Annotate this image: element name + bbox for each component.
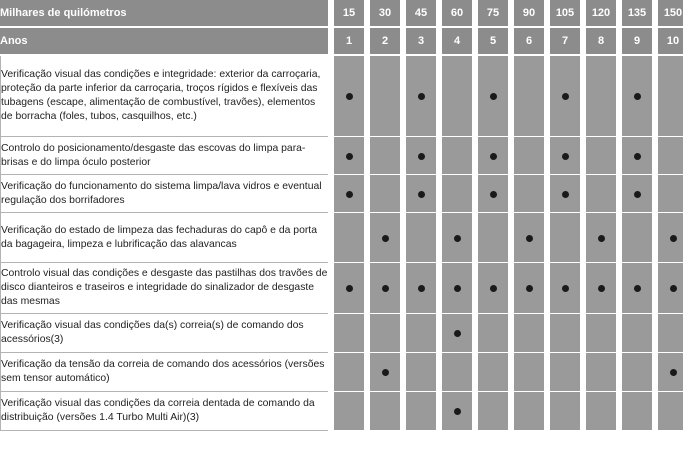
interval-cell bbox=[514, 392, 544, 431]
scheduled-dot-icon bbox=[382, 235, 389, 242]
interval-cell bbox=[370, 213, 400, 263]
interval-cell bbox=[622, 392, 652, 431]
interval-cell bbox=[622, 213, 652, 263]
scheduled-dot-icon bbox=[634, 191, 641, 198]
scheduled-dot-icon bbox=[670, 369, 677, 376]
interval-cell bbox=[514, 56, 544, 137]
kilometers-header-cell-8: 135 bbox=[622, 0, 652, 28]
operation-description: Verificação do funcionamento do sistema limpa/lava vidros e eventual regulação dos borrifadores bbox=[0, 175, 328, 213]
header-row-years bbox=[0, 28, 683, 56]
interval-cell bbox=[370, 314, 400, 353]
interval-cell bbox=[658, 392, 683, 431]
interval-cell bbox=[370, 263, 400, 314]
scheduled-dot-icon bbox=[490, 153, 497, 160]
interval-cell bbox=[478, 213, 508, 263]
years-header-cell-8: 9 bbox=[622, 28, 652, 56]
interval-cell bbox=[658, 56, 683, 137]
scheduled-dot-icon bbox=[598, 285, 605, 292]
interval-cell bbox=[442, 314, 472, 353]
scheduled-dot-icon bbox=[454, 235, 461, 242]
scheduled-dot-icon bbox=[490, 285, 497, 292]
interval-cell bbox=[406, 213, 436, 263]
scheduled-dot-icon bbox=[454, 408, 461, 415]
scheduled-dot-icon bbox=[634, 153, 641, 160]
scheduled-dot-icon bbox=[562, 191, 569, 198]
kilometers-header-label: Milhares de quilómetros bbox=[0, 0, 328, 28]
scheduled-dot-icon bbox=[382, 285, 389, 292]
interval-cell bbox=[550, 353, 580, 392]
scheduled-dot-icon bbox=[346, 191, 353, 198]
interval-cell bbox=[658, 314, 683, 353]
scheduled-dot-icon bbox=[454, 330, 461, 337]
interval-cell bbox=[514, 137, 544, 175]
scheduled-dot-icon bbox=[634, 285, 641, 292]
interval-cell bbox=[406, 353, 436, 392]
operation-description: Verificação visual das condições da(s) correia(s) de comando dos acessórios(3) bbox=[0, 314, 328, 353]
scheduled-dot-icon bbox=[418, 191, 425, 198]
interval-cell bbox=[370, 175, 400, 213]
kilometers-header-cell-7: 120 bbox=[586, 0, 616, 28]
years-header-cell-2: 3 bbox=[406, 28, 436, 56]
interval-cell bbox=[370, 392, 400, 431]
interval-cell bbox=[586, 353, 616, 392]
kilometers-header-cell-1: 30 bbox=[370, 0, 400, 28]
operation-description: Verificação do estado de limpeza das fechaduras do capô e da porta da bagageira, limpeza e lubrificação das alavancas bbox=[0, 213, 328, 263]
scheduled-dot-icon bbox=[562, 153, 569, 160]
interval-cell bbox=[658, 213, 683, 263]
interval-cell bbox=[334, 353, 364, 392]
interval-cell bbox=[514, 263, 544, 314]
kilometers-header-cell-4: 75 bbox=[478, 0, 508, 28]
table-row bbox=[0, 56, 683, 137]
kilometers-header-cell-9: 150 bbox=[658, 0, 683, 28]
interval-cell bbox=[586, 137, 616, 175]
scheduled-dot-icon bbox=[598, 235, 605, 242]
table-row bbox=[0, 314, 683, 353]
scheduled-dot-icon bbox=[562, 93, 569, 100]
table-row bbox=[0, 353, 683, 392]
table-row bbox=[0, 392, 683, 431]
years-header-label: Anos bbox=[0, 28, 328, 56]
interval-cell bbox=[586, 213, 616, 263]
scheduled-dot-icon bbox=[670, 235, 677, 242]
interval-cell bbox=[478, 56, 508, 137]
years-header-cell-0: 1 bbox=[334, 28, 364, 56]
interval-cell bbox=[622, 263, 652, 314]
scheduled-dot-icon bbox=[526, 285, 533, 292]
operation-description: Verificação da tensão da correia de comando dos acessórios (versões sem tensor automático) bbox=[0, 353, 328, 392]
table-row bbox=[0, 213, 683, 263]
kilometers-header-cell-3: 60 bbox=[442, 0, 472, 28]
kilometers-header-cell-2: 45 bbox=[406, 0, 436, 28]
interval-cell bbox=[586, 263, 616, 314]
operation-description: Controlo do posicionamento/desgaste das escovas do limpa para-brisas e do limpa óculo posterior bbox=[0, 137, 328, 175]
interval-cell bbox=[586, 175, 616, 213]
interval-cell bbox=[550, 314, 580, 353]
interval-cell bbox=[406, 392, 436, 431]
interval-cell bbox=[442, 175, 472, 213]
interval-cell bbox=[550, 213, 580, 263]
years-header-cell-1: 2 bbox=[370, 28, 400, 56]
interval-cell bbox=[334, 392, 364, 431]
years-header-cell-6: 7 bbox=[550, 28, 580, 56]
table-row bbox=[0, 175, 683, 213]
interval-cell bbox=[406, 314, 436, 353]
interval-cell bbox=[514, 175, 544, 213]
interval-cell bbox=[550, 392, 580, 431]
interval-cell bbox=[622, 353, 652, 392]
interval-cell bbox=[334, 137, 364, 175]
scheduled-dot-icon bbox=[634, 93, 641, 100]
interval-cell bbox=[478, 137, 508, 175]
interval-cell bbox=[442, 213, 472, 263]
interval-cell bbox=[334, 314, 364, 353]
interval-cell bbox=[658, 137, 683, 175]
years-header-cell-3: 4 bbox=[442, 28, 472, 56]
operation-description: Verificação visual das condições da correia dentada de comando da distribuição (versões 1.4 Turbo Multi Air)(3) bbox=[0, 392, 328, 431]
interval-cell bbox=[658, 175, 683, 213]
years-header-cell-9: 10 bbox=[658, 28, 683, 56]
interval-cell bbox=[442, 392, 472, 431]
kilometers-header-cell-5: 90 bbox=[514, 0, 544, 28]
interval-cell bbox=[370, 353, 400, 392]
interval-cell bbox=[622, 175, 652, 213]
interval-cell bbox=[406, 56, 436, 137]
interval-cell bbox=[550, 137, 580, 175]
interval-cell bbox=[514, 213, 544, 263]
table-row bbox=[0, 263, 683, 314]
scheduled-dot-icon bbox=[526, 235, 533, 242]
scheduled-dot-icon bbox=[418, 93, 425, 100]
scheduled-dot-icon bbox=[346, 153, 353, 160]
kilometers-header-cell-0: 15 bbox=[334, 0, 364, 28]
years-header-cell-5: 6 bbox=[514, 28, 544, 56]
kilometers-header-cell-6: 105 bbox=[550, 0, 580, 28]
table-row bbox=[0, 137, 683, 175]
interval-cell bbox=[370, 137, 400, 175]
scheduled-dot-icon bbox=[346, 285, 353, 292]
interval-cell bbox=[478, 314, 508, 353]
operation-description: Verificação visual das condições e integridade: exterior da carroçaria, proteção da parte inferior da carroçaria, troços rígidos e flexíveis das tubagens (escape, alimentação de combustível, travões), elementos de borracha (foles, tubos, casquilhos, etc.) bbox=[0, 56, 328, 137]
scheduled-dot-icon bbox=[346, 93, 353, 100]
interval-cell bbox=[370, 56, 400, 137]
interval-cell bbox=[586, 392, 616, 431]
interval-cell bbox=[478, 263, 508, 314]
interval-cell bbox=[550, 175, 580, 213]
interval-cell bbox=[406, 137, 436, 175]
interval-cell bbox=[334, 213, 364, 263]
interval-cell bbox=[658, 353, 683, 392]
interval-cell bbox=[406, 263, 436, 314]
scheduled-dot-icon bbox=[670, 285, 677, 292]
scheduled-dot-icon bbox=[562, 285, 569, 292]
interval-cell bbox=[442, 353, 472, 392]
scheduled-dot-icon bbox=[382, 369, 389, 376]
interval-cell bbox=[406, 175, 436, 213]
years-header-cell-7: 8 bbox=[586, 28, 616, 56]
scheduled-dot-icon bbox=[454, 285, 461, 292]
interval-cell bbox=[478, 175, 508, 213]
interval-cell bbox=[514, 314, 544, 353]
interval-cell bbox=[550, 263, 580, 314]
scheduled-dot-icon bbox=[490, 93, 497, 100]
interval-cell bbox=[478, 353, 508, 392]
interval-cell bbox=[514, 353, 544, 392]
operation-description: Controlo visual das condições e desgaste das pastilhas dos travões de disco dianteiros e traseiros e integridade do sinalizador de desgaste das mesmas bbox=[0, 263, 328, 314]
interval-cell bbox=[334, 263, 364, 314]
interval-cell bbox=[442, 263, 472, 314]
interval-cell bbox=[334, 175, 364, 213]
interval-cell bbox=[586, 56, 616, 137]
years-header-cell-4: 5 bbox=[478, 28, 508, 56]
interval-cell bbox=[478, 392, 508, 431]
interval-cell bbox=[622, 56, 652, 137]
interval-cell bbox=[622, 137, 652, 175]
interval-cell bbox=[658, 263, 683, 314]
scheduled-dot-icon bbox=[418, 153, 425, 160]
interval-cell bbox=[550, 56, 580, 137]
interval-cell bbox=[334, 56, 364, 137]
scheduled-dot-icon bbox=[418, 285, 425, 292]
interval-cell bbox=[442, 56, 472, 137]
interval-cell bbox=[442, 137, 472, 175]
interval-cell bbox=[586, 314, 616, 353]
header-row-kilometers bbox=[0, 0, 683, 28]
interval-cell bbox=[622, 314, 652, 353]
scheduled-dot-icon bbox=[490, 191, 497, 198]
